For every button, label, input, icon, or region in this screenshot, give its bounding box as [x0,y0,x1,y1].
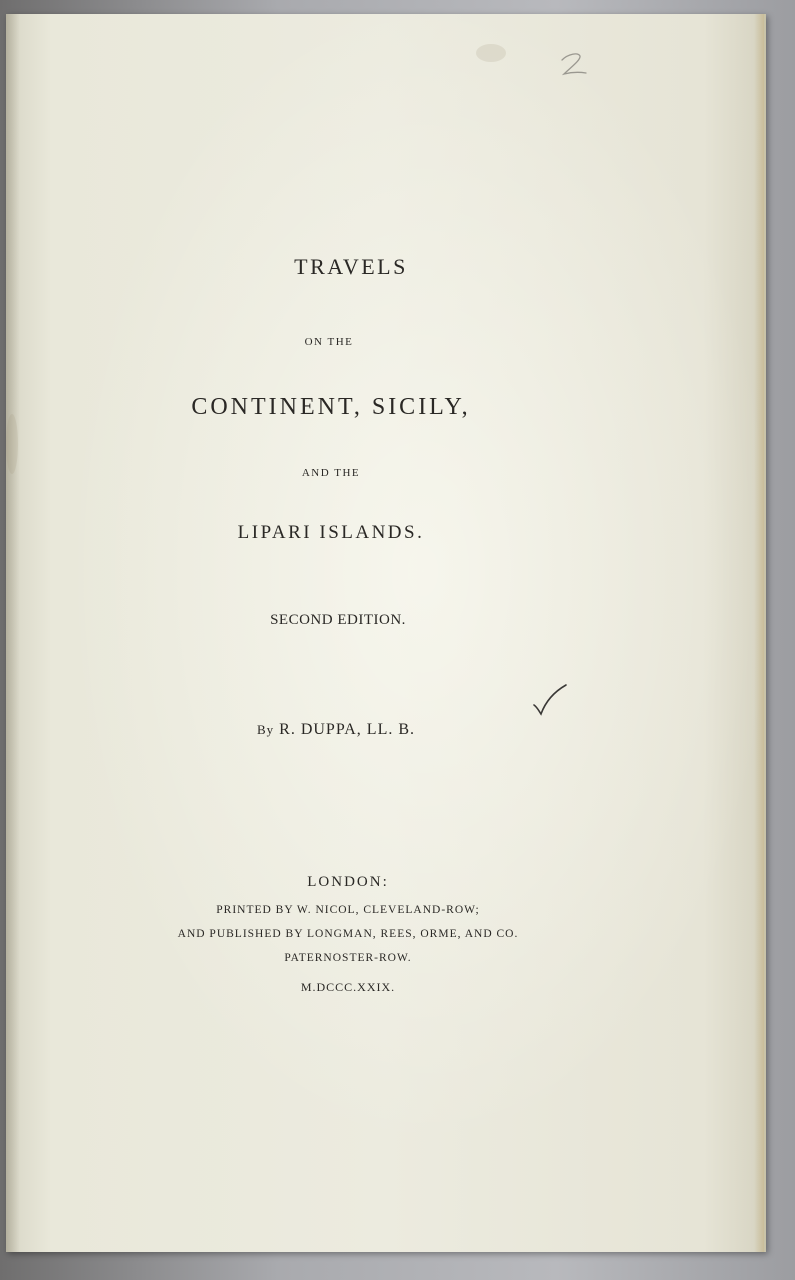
author-name: R. DUPPA, LL. B. [279,721,416,738]
imprint-city: LONDON: [307,874,389,890]
subtitle-lipari: LIPARI ISLANDS. [237,522,425,543]
subtitle-continent: CONTINENT, SICILY, [191,394,471,420]
foxing-stain [6,414,18,474]
imprint-printer: PRINTED BY W. NICOL, CLEVELAND-ROW; [216,904,480,916]
pencil-annotation-icon [556,46,592,82]
edition-line: SECOND EDITION. [270,612,406,628]
imprint-publisher: AND PUBLISHED BY LONGMAN, REES, ORME, AND CO. [177,928,519,940]
page-edge-shadow [6,14,20,1252]
handwritten-checkmark-icon [530,683,570,719]
title-page [6,14,766,1252]
subtitle-on-the: ON THE [304,336,354,348]
author-by: By [256,722,275,737]
page-edge-foxing [754,14,764,1252]
imprint-address: PATERNOSTER-ROW. [284,952,412,964]
author-line [16,721,656,739]
foxing-stain [476,44,506,62]
imprint-date: M.DCCC.XXIX. [300,980,396,994]
subtitle-and-the: AND THE [301,467,361,479]
book-title: TRAVELS [294,254,408,279]
